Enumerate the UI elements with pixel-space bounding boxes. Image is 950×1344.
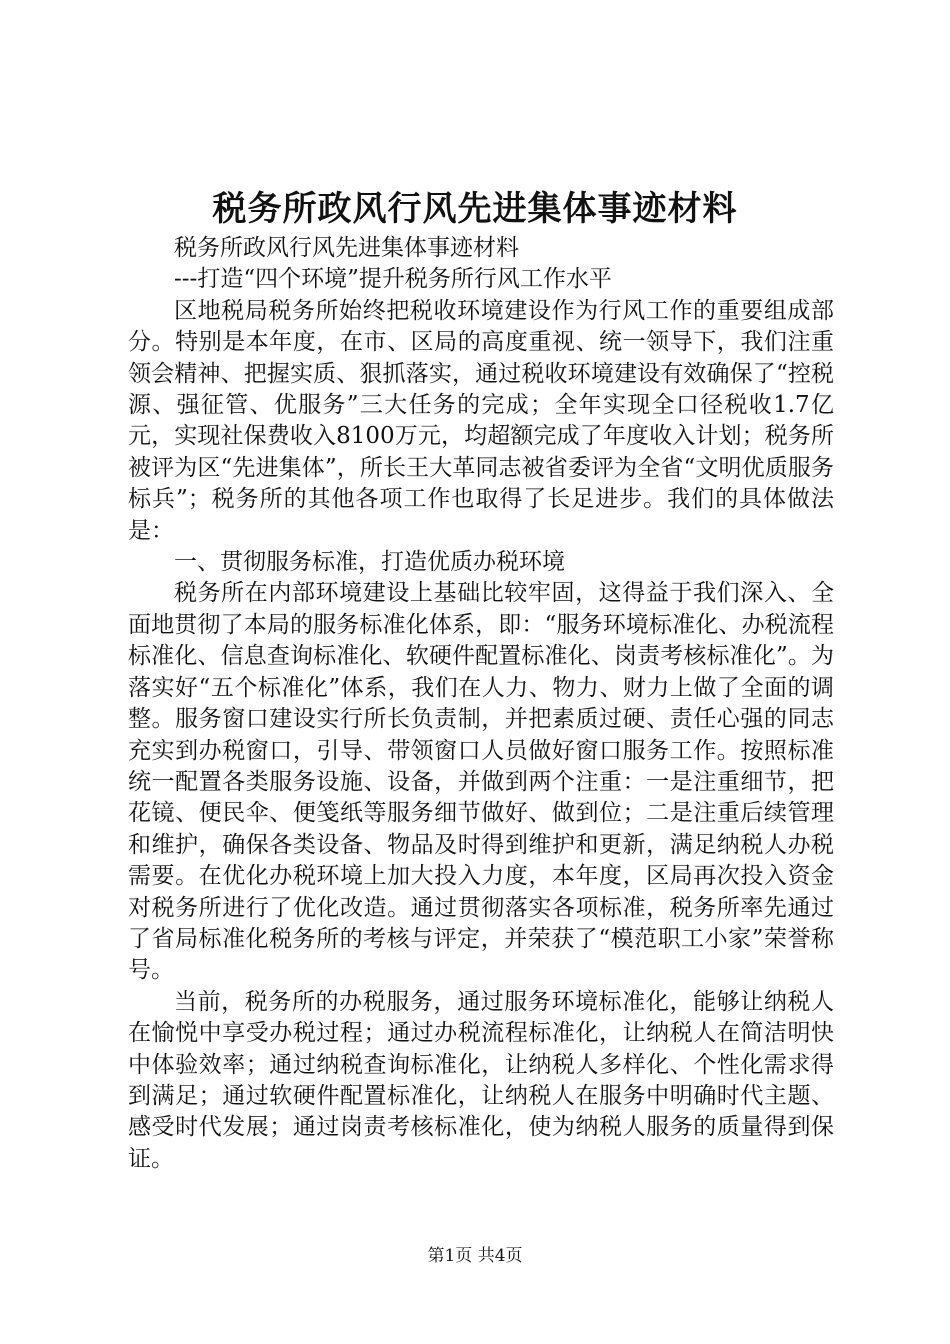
section-heading-1: 一、贯彻服务标准，打造优质办税环境 [174,549,565,576]
document-title: 税务所政风行风先进集体事迹材料 [212,189,738,229]
paragraph-subtitle-line-1: 税务所政风行风先进集体事迹材料 [174,235,519,261]
paragraph-service-standards: 税务所在内部环境建设上基础比较牢固，这得益于我们深入、全面地贯彻了本局的服务标准化体系，即：“服务环境标准化、办税流程标准化、信息查询标准化、软硬件配置标准化、岗责考核标准化”。为落实好“五个标准化”体系，我们在人力、物力、财力上做了全面的调整。服务窗口建设实行所长负责制，并把素质过硬、责任心强的同志充实到办税窗口，引导、带领窗口人员做好窗口服务工作。按照标准统一配置各类服务设施、设备，并做到两个注重：一是注重细节，把花镜、便民伞、便笺纸等服务细节做好、做到位；二是注重后续管理和维护，确保各类设备、物品及时得到维护和更新，满足纳税人办税需要。在优化办税环境上加大投入力度，本年度，区局再次投入资金对税务所进行了优化改造。通过贯彻落实各项标准，税务所率先通过了省局标准化税务所的考核与评定，并荣获了“模范职工小家”荣誉称号。 [128,580,834,984]
paragraph-introduction: 区地税局税务所始终把税收环境建设作为行风工作的重要组成部分。特别是本年度，在市、区局的高度重视、统一领导下，我们注重领会精神、把握实质、狠抓落实，通过税收环境建设有效确保了“控税源、强征管、优服务”三大任务的完成；全年实现全口径税收1.7亿元，实现社保费收入8100万元，均超额完成了年度收入计划；税务所被评为区“先进集体”，所长王大革同志被省委评为全省“文明优质服务标兵”；税务所的其他各项工作也取得了长足进步。我们的具体做法是： [128,297,834,544]
paragraph-subtitle-line-2: ---打造“四个环境”提升税务所行风工作水平 [174,266,612,293]
document-body [128,233,834,1175]
page-number-footer: 第1页 共4页 [427,1246,523,1266]
paragraph-current-service: 当前，税务所的办税服务，通过服务环境标准化，能够让纳税人在愉悦中享受办税过程；通过办税流程标准化，让纳税人在简洁明快中体验效率；通过纳税查询标准化，让纳税人多样化、个性化需求得到满足；通过软硬件配置标准化，让纳税人在服务中明确时代主题、感受时代发展；通过岗责考核标准化，使为纳税人服务的质量得到保证。 [128,988,834,1172]
